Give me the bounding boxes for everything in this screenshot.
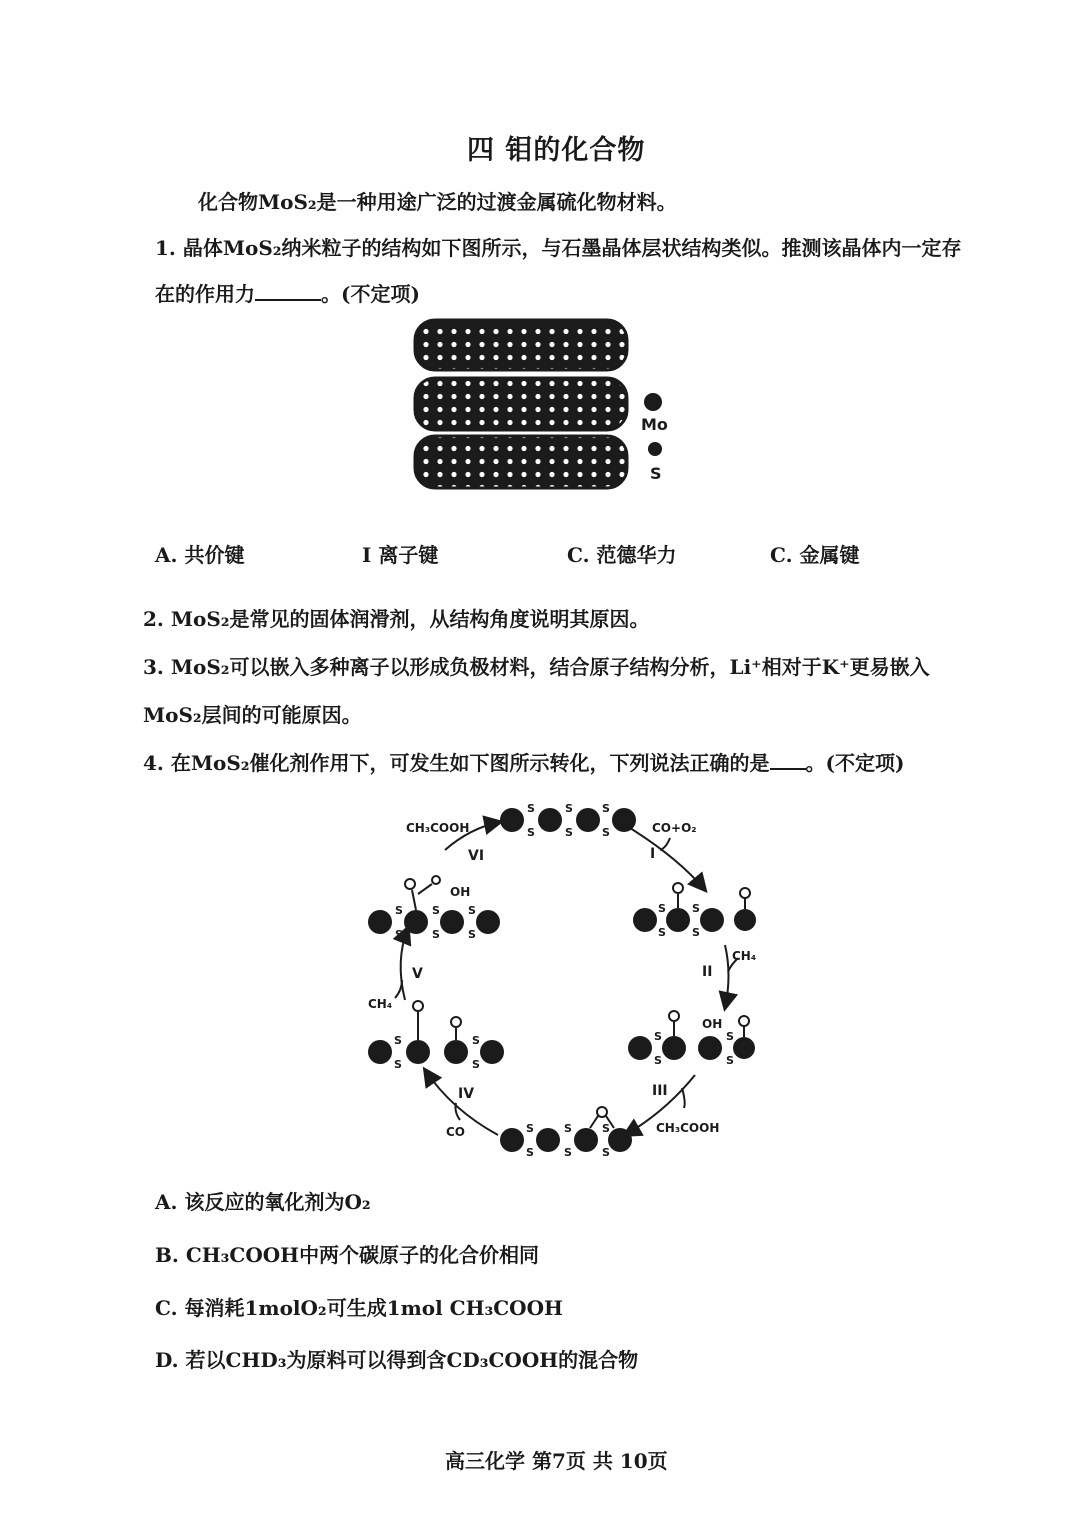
mos2-crystal-figure	[405, 312, 695, 492]
q4-answer-blank[interactable]	[770, 768, 806, 770]
branch-out-ch3cooh-a	[682, 1088, 685, 1108]
svg-text:S: S	[692, 926, 700, 939]
q1-option-c[interactable]: C. 范德华力	[567, 543, 677, 567]
svg-text:S: S	[432, 928, 440, 941]
q1-option-b[interactable]: I 离子键	[362, 543, 439, 567]
mo-atom-legend-icon	[644, 393, 662, 411]
svg-text:S: S	[565, 826, 573, 839]
svg-text:S: S	[565, 802, 573, 815]
svg-text:S: S	[472, 1058, 480, 1071]
svg-text:S: S	[658, 902, 666, 915]
q1-line2-suffix: 。(不定项)	[321, 282, 420, 306]
step-label-v: V	[412, 966, 423, 982]
catalytic-cycle-diagram	[340, 790, 760, 1170]
intro-text: 化合物MoS₂是一种用途广泛的过渡金属硫化物材料。	[198, 190, 677, 214]
q1-option-d[interactable]: C. 金属键	[770, 543, 860, 567]
step-label-ii: II	[702, 964, 713, 980]
q4-stem-prefix: 4. 在MoS₂催化剂作用下，可发生如下图所示转化，下列说法正确的是	[143, 751, 770, 775]
q4-option-d[interactable]: D. 若以CHD₃为原料可以得到含CD₃COOH的混合物	[155, 1348, 639, 1372]
crystal-layer-top	[415, 320, 627, 370]
branch-in-co-o2	[660, 838, 670, 850]
q3-line2: MoS₂层间的可能原因。	[143, 703, 362, 727]
q1-line2	[155, 278, 420, 307]
svg-text:S: S	[726, 1054, 734, 1067]
svg-text:S: S	[468, 928, 476, 941]
svg-text:S: S	[432, 904, 440, 917]
cluster-left-lower	[368, 1001, 504, 1071]
svg-text:S: S	[394, 1034, 402, 1047]
arrow-step-i	[630, 828, 705, 890]
input-ch4-a: CH₄	[732, 949, 757, 963]
output-co: CO	[446, 1125, 466, 1139]
step-label-iii: III	[652, 1083, 668, 1099]
cluster-left-upper	[368, 876, 500, 941]
svg-text:S: S	[472, 1034, 480, 1047]
svg-text:S: S	[527, 826, 535, 839]
svg-text:S: S	[658, 926, 666, 939]
page-footer: 高三化学 第7页 共 10页	[445, 1449, 668, 1473]
svg-text:S: S	[654, 1054, 662, 1067]
svg-text:S: S	[468, 904, 476, 917]
q1-line1: 1. 晶体MoS₂纳米粒子的结构如下图所示，与石墨晶体层状结构类似。推测该晶体内一定存	[155, 236, 962, 260]
mo-legend-label: Mo	[641, 415, 668, 434]
svg-text:S: S	[602, 1146, 610, 1159]
svg-text:S: S	[395, 928, 403, 941]
cluster-right-lower	[628, 1011, 755, 1067]
svg-text:S: S	[654, 1030, 662, 1043]
q1-answer-blank[interactable]	[255, 299, 321, 301]
svg-text:S: S	[526, 1146, 534, 1159]
svg-text:S: S	[726, 1030, 734, 1043]
step-label-iv: IV	[458, 1086, 475, 1102]
cluster-top	[500, 802, 636, 839]
q3-line1: 3. MoS₂可以嵌入多种离子以形成负极材料，结合原子结构分析，Li⁺相对于K⁺更易嵌入	[143, 655, 930, 679]
arrow-step-ii	[725, 945, 729, 1008]
crystal-layer-middle	[415, 378, 627, 430]
q2-text: 2. MoS₂是常见的固体润滑剂，从结构角度说明其原因。	[143, 607, 650, 631]
q4-stem	[143, 747, 904, 776]
q4-option-a[interactable]: A. 该反应的氧化剂为O₂	[155, 1190, 371, 1214]
q1-option-a[interactable]: A. 共价键	[155, 543, 245, 567]
svg-text:S: S	[395, 904, 403, 917]
branch-in-ch4-b	[395, 980, 402, 998]
crystal-layer-bottom	[415, 436, 627, 488]
svg-text:OH: OH	[450, 885, 471, 899]
step-label-i: I	[650, 846, 656, 862]
output-ch3cooh-a: CH₃COOH	[656, 1121, 720, 1135]
svg-text:S: S	[602, 826, 610, 839]
svg-text:S: S	[564, 1122, 572, 1135]
output-ch3cooh-b: CH₃COOH	[406, 821, 470, 835]
svg-text:S: S	[602, 1122, 610, 1135]
svg-text:S: S	[692, 902, 700, 915]
svg-text:S: S	[526, 1122, 534, 1135]
q4-option-b[interactable]: B. CH₃COOH中两个碳原子的化合价相同	[155, 1243, 540, 1267]
q4-stem-suffix: 。(不定项)	[805, 751, 905, 775]
step-label-vi: VI	[468, 848, 485, 864]
branch-out-co	[456, 1103, 461, 1120]
s-legend-label: S	[650, 464, 662, 483]
svg-text:S: S	[564, 1146, 572, 1159]
s-atom-legend-icon	[648, 442, 662, 456]
input-co-o2: CO+O₂	[652, 821, 697, 835]
svg-text:S: S	[394, 1058, 402, 1071]
cluster-right-upper	[633, 883, 756, 939]
svg-text:OH: OH	[702, 1017, 723, 1031]
svg-text:S: S	[527, 802, 535, 815]
cluster-bottom	[500, 1107, 632, 1159]
svg-text:S: S	[602, 802, 610, 815]
input-ch4-b: CH₄	[368, 997, 393, 1011]
q4-option-c[interactable]: C. 每消耗1molO₂可生成1mol CH₃COOH	[155, 1296, 563, 1320]
section-title: 四 钼的化合物	[467, 135, 646, 166]
q1-line2-prefix: 在的作用力	[155, 282, 255, 306]
